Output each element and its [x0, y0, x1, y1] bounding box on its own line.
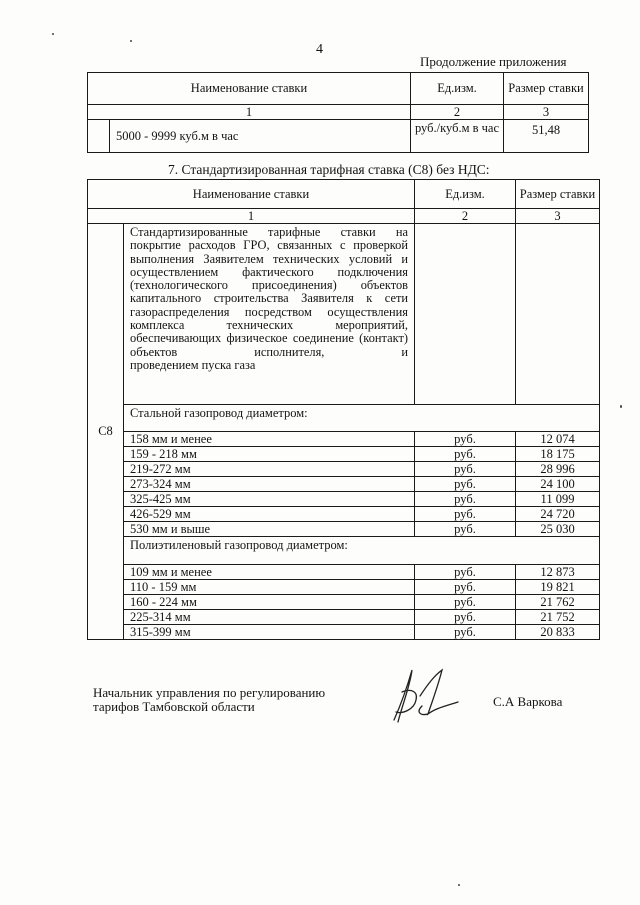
empty-code-cell — [88, 120, 110, 153]
section-title: 7. Стандартизированная тарифная ставка (С8) без НДС: — [168, 162, 490, 177]
continuation-label: Продолжение приложения — [420, 54, 567, 69]
rate-value: 51,48 — [504, 120, 589, 153]
row-name: 273-324 мм — [124, 477, 415, 492]
col-number-2: 2 — [411, 105, 504, 120]
table-row — [88, 432, 600, 447]
table-row — [88, 595, 600, 610]
row-unit: руб. — [415, 432, 516, 447]
col-number-3: 3 — [516, 209, 600, 224]
row-name: 158 мм и менее — [124, 432, 415, 447]
table-row — [88, 447, 600, 462]
empty-value-cell — [516, 224, 600, 405]
col-number-1: 1 — [88, 105, 411, 120]
row-value: 21 762 — [516, 595, 600, 610]
row-name: 225-314 мм — [124, 610, 415, 625]
row-unit: руб. — [415, 595, 516, 610]
rate-unit: руб./куб.м в час — [411, 120, 504, 153]
continuation-table — [87, 72, 589, 153]
header-unit: Ед.изм. — [411, 73, 504, 105]
signatory-position — [93, 686, 325, 714]
handwritten-signature — [372, 662, 482, 728]
row-unit: руб. — [415, 580, 516, 595]
row-unit: руб. — [415, 447, 516, 462]
scan-speck — [458, 884, 460, 886]
empty-unit-cell — [415, 224, 516, 405]
scan-speck — [130, 40, 132, 42]
table-row — [88, 580, 600, 595]
page-number: 4 — [316, 42, 323, 57]
row-name: 159 - 218 мм — [124, 447, 415, 462]
row-value: 11 099 — [516, 492, 600, 507]
rate-description-body: Стандартизированные тарифные ставки на покрытие расходов ГРО, связанных с проверкой выполнения Заявителем технических условий и осуществлением фактического подключения (технологического присоединения) объектов капитального строительства Заявителя к сети газораспределения посредством осуществления комплекса технических мероприятий, обеспечивающих физическое соединение (контакт) объектов исполнителя, и — [130, 225, 408, 359]
row-unit: руб. — [415, 625, 516, 640]
table-row — [88, 610, 600, 625]
header-size: Размер ставки — [516, 180, 600, 209]
row-value: 12 873 — [516, 565, 600, 580]
signatory-position-line1: Начальник управления по регулированию — [93, 685, 326, 700]
row-value: 21 752 — [516, 610, 600, 625]
row-value: 24 100 — [516, 477, 600, 492]
c8-table — [87, 179, 600, 640]
steel-section-title: Стальной газопровод диаметром: — [124, 405, 600, 432]
rate-description — [124, 224, 415, 405]
header-unit: Ед.изм. — [415, 180, 516, 209]
row-name: 530 мм и выше — [124, 522, 415, 537]
row-value: 20 833 — [516, 625, 600, 640]
header-size: Размер ставки — [504, 73, 589, 105]
row-name: 426-529 мм — [124, 507, 415, 522]
row-name: 219-272 мм — [124, 462, 415, 477]
col-number-1: 1 — [88, 209, 415, 224]
row-unit: руб. — [415, 565, 516, 580]
rate-name: 5000 - 9999 куб.м в час — [110, 120, 411, 153]
table-row — [88, 477, 600, 492]
scan-speck — [52, 33, 54, 35]
table-row — [88, 522, 600, 537]
scan-speck — [620, 405, 622, 408]
row-name: 109 мм и менее — [124, 565, 415, 580]
table-row — [88, 625, 600, 640]
header-name: Наименование ставки — [88, 180, 415, 209]
row-name: 110 - 159 мм — [124, 580, 415, 595]
table-row — [88, 565, 600, 580]
row-unit: руб. — [415, 492, 516, 507]
row-name: 315-399 мм — [124, 625, 415, 640]
row-value: 28 996 — [516, 462, 600, 477]
row-value: 12 074 — [516, 432, 600, 447]
col-number-2: 2 — [415, 209, 516, 224]
row-value: 19 821 — [516, 580, 600, 595]
table-row — [88, 462, 600, 477]
row-name: 160 - 224 мм — [124, 595, 415, 610]
row-value: 25 030 — [516, 522, 600, 537]
col-number-3: 3 — [504, 105, 589, 120]
row-unit: руб. — [415, 477, 516, 492]
row-unit: руб. — [415, 507, 516, 522]
row-value: 24 720 — [516, 507, 600, 522]
row-name: 325-425 мм — [124, 492, 415, 507]
rate-code: С8 — [88, 224, 124, 640]
row-unit: руб. — [415, 462, 516, 477]
signatory-position-line2: тарифов Тамбовской области — [93, 699, 255, 714]
signatory-name: С.А Варкова — [493, 694, 563, 709]
rate-description-last-line: проведением пуска газа — [130, 357, 256, 372]
row-unit: руб. — [415, 610, 516, 625]
header-name: Наименование ставки — [88, 73, 411, 105]
table-row — [88, 507, 600, 522]
poly-section-title: Полиэтиленовый газопровод диаметром: — [124, 537, 600, 565]
table-row — [88, 492, 600, 507]
row-value: 18 175 — [516, 447, 600, 462]
row-unit: руб. — [415, 522, 516, 537]
